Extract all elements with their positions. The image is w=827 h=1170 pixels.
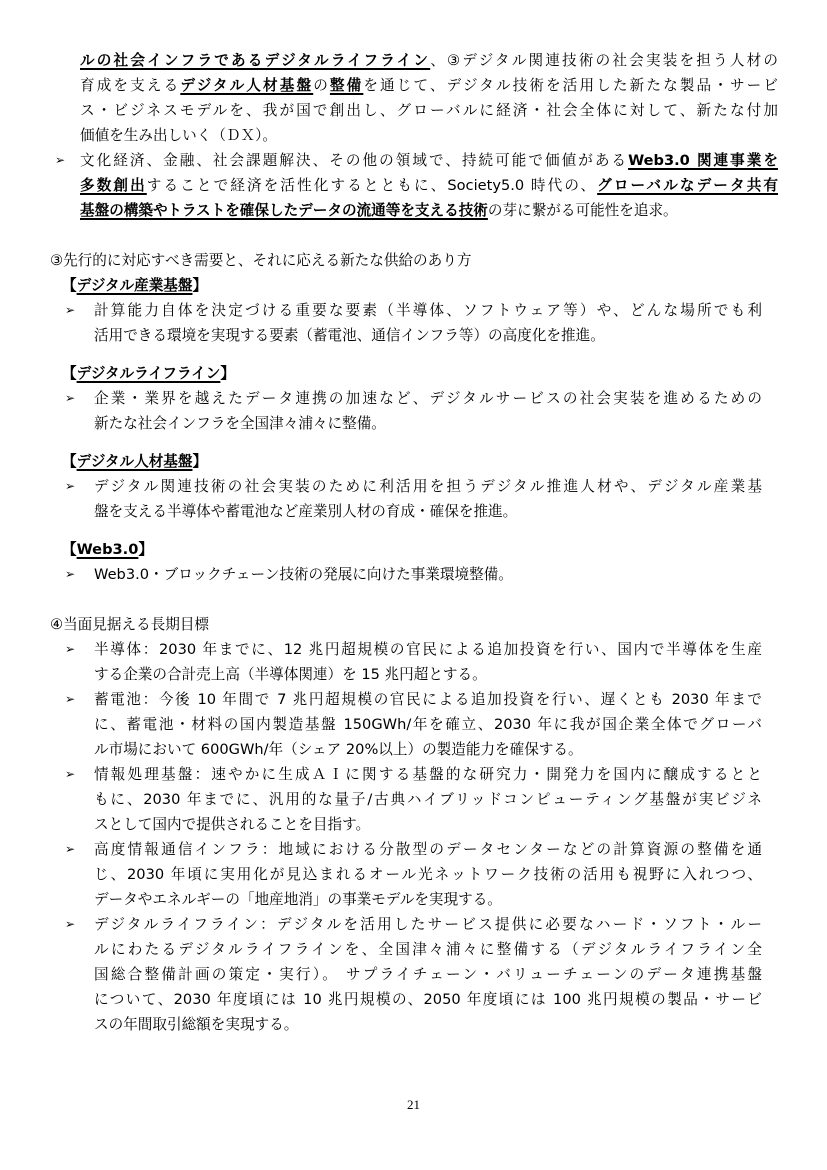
text-line bbox=[94, 1012, 762, 1037]
text-line bbox=[94, 937, 762, 962]
text-line bbox=[94, 712, 762, 737]
intro-bullet-list bbox=[0, 148, 827, 223]
text-line bbox=[94, 474, 762, 499]
section-3-group bbox=[0, 273, 827, 348]
text-line bbox=[94, 662, 762, 687]
text-segment: もに、2030 年までに、汎用的な量子/古典ハイブリッドコンピューティング基盤が実ビジネ bbox=[94, 791, 762, 808]
emphasized-text: 多数創出 bbox=[80, 177, 147, 194]
text-segment: する企業の合計売上高（半導体関連）を 15 兆円超とする。 bbox=[94, 666, 487, 683]
bullet-item bbox=[0, 837, 827, 912]
group-heading-label: デジタルライフライン bbox=[76, 365, 221, 382]
emphasized-text: デジタル人材基盤 bbox=[180, 77, 314, 94]
section-4-heading: ④当面見据える長期目標 bbox=[50, 616, 210, 633]
section-3-group bbox=[0, 537, 827, 587]
text-segment: に、蓄電池・材料の国内製造基盤 150GWh/年を確立、2030 年に我が国企業全体でグローバ bbox=[94, 716, 762, 733]
text-segment: Web3.0・ブロックチェーン技術の発展に向けた事業環境整備。 bbox=[94, 566, 513, 583]
text-line bbox=[94, 912, 762, 937]
bullet-arrow-icon: ➢ bbox=[65, 692, 76, 706]
text-line bbox=[94, 499, 762, 524]
text-segment: デジタルライフライン：デジタルを活用したサービス提供に必要なハード・ソフト・ルー bbox=[94, 916, 762, 933]
bullet-text bbox=[94, 637, 762, 687]
section-4-bullet-list bbox=[0, 637, 827, 1037]
text-line bbox=[80, 73, 778, 98]
text-line bbox=[94, 687, 762, 712]
bullet-arrow-icon: ➢ bbox=[65, 642, 76, 656]
text-segment: 活用できる環境を実現する要素（蓄電池、通信インフラ等）の高度化を推進。 bbox=[94, 327, 605, 344]
bullet-arrow-icon: ➢ bbox=[65, 479, 76, 493]
text-line bbox=[94, 787, 762, 812]
bullet-text bbox=[94, 474, 762, 524]
text-line bbox=[94, 737, 762, 762]
text-line bbox=[94, 386, 762, 411]
text-line bbox=[94, 887, 762, 912]
group-heading-label: デジタル産業基盤 bbox=[76, 277, 193, 294]
bullet-item bbox=[0, 386, 827, 436]
group-heading-label: Web3.0 bbox=[76, 541, 139, 558]
text-segment: 盤を支える半導体や蓄電池など産業別人材の育成・確保を推進。 bbox=[94, 503, 518, 520]
text-segment: 新たな社会インフラを全国津々浦々に整備。 bbox=[94, 415, 386, 432]
text-segment: スとして国内で提供されることを目指す。 bbox=[94, 816, 371, 833]
text-segment: 高度情報通信インフラ：地域における分散型のデータセンターなどの計算資源の整備を通 bbox=[94, 841, 762, 858]
bracket-open: 【 bbox=[62, 277, 77, 294]
bullet-arrow-icon: ➢ bbox=[65, 767, 76, 781]
emphasized-text: Web3.0 関連事業を bbox=[628, 152, 778, 169]
text-segment: することで経済を活性化するとともに、Society5.0 時代の、 bbox=[146, 177, 598, 194]
text-segment: 半導体：2030 年までに、12 兆円超規模の官民による追加投資を行い、国内で半導体を生産 bbox=[94, 641, 762, 658]
text-line bbox=[80, 123, 778, 148]
bullet-arrow-icon: ➢ bbox=[65, 917, 76, 931]
section-3-groups bbox=[0, 273, 827, 587]
text-line bbox=[94, 762, 762, 787]
text-line bbox=[94, 862, 762, 887]
bracket-open: 【 bbox=[62, 453, 77, 470]
bracket-open: 【 bbox=[62, 365, 77, 382]
group-heading bbox=[62, 449, 662, 474]
text-line bbox=[94, 987, 762, 1012]
group-heading bbox=[62, 537, 662, 562]
text-segment: スの年間取引総額を実現する。 bbox=[94, 1016, 299, 1033]
text-segment: ルにわたるデジタルライフラインを、全国津々浦々に整備する（デジタルライフライン全 bbox=[94, 941, 762, 958]
bullet-text bbox=[94, 687, 762, 762]
bullet-item bbox=[0, 148, 827, 223]
group-heading bbox=[62, 361, 662, 386]
bullet-text bbox=[80, 148, 778, 223]
bullet-arrow-icon: ➢ bbox=[65, 303, 76, 317]
text-segment: を通じて、デジタル技術を活用した新たな製品・サービ bbox=[363, 77, 778, 94]
bullet-text bbox=[94, 562, 762, 587]
bracket-close: 】 bbox=[192, 277, 208, 294]
text-line bbox=[80, 98, 778, 123]
text-segment: じ、2030 年頃に実用化が見込まれるオール光ネットワーク技術の活用も視野に入れつつ、 bbox=[94, 866, 762, 883]
bracket-close: 】 bbox=[192, 453, 208, 470]
text-line bbox=[80, 48, 778, 73]
bullet-text bbox=[94, 762, 762, 837]
text-segment: 国総合整備計画の策定・実行）。 サプライチェーン・バリューチェーンのデータ連携基盤 bbox=[94, 966, 762, 983]
text-segment: の芽に繋がる可能性を追求。 bbox=[487, 202, 678, 219]
emphasized-text: グローバルなデータ共有 bbox=[597, 177, 778, 194]
text-segment: について、2030 年度頃には 10 兆円規模の、2050 年度頃には 100 兆円規模の製品・サービ bbox=[94, 991, 762, 1008]
section-3-group bbox=[0, 361, 827, 436]
bracket-open: 【 bbox=[62, 541, 77, 558]
text-segment: 、③デジタル関連技術の社会実装を担う人材の bbox=[430, 52, 778, 69]
bullet-text bbox=[94, 837, 762, 912]
text-line bbox=[80, 148, 778, 173]
bullet-item bbox=[0, 474, 827, 524]
bullet-arrow-icon: ➢ bbox=[55, 153, 66, 167]
text-line bbox=[94, 298, 762, 323]
section-3-heading: ③先行的に対応すべき需要と、それに応える新たな供給のあり方 bbox=[50, 252, 472, 269]
section-3-group bbox=[0, 449, 827, 524]
text-segment: 情報処理基盤：速やかに生成ＡＩに関する基盤的な研究力・開発力を国内に醸成するとと bbox=[94, 766, 762, 783]
bullet-arrow-icon: ➢ bbox=[65, 391, 76, 405]
page-number: 21 bbox=[407, 1097, 420, 1112]
text-segment: デジタル関連技術の社会実装のために利活用を担うデジタル推進人材や、デジタル産業基 bbox=[94, 478, 762, 495]
emphasized-text: 基盤の構築やトラストを確保したデータの流通等を支える技術 bbox=[80, 202, 488, 219]
intro-paragraph bbox=[80, 48, 778, 148]
text-segment: ス・ビジネスモデルを、我が国で創出し、グローバルに経済・社会全体に対して、新たな付加 bbox=[80, 102, 778, 119]
text-segment: 計算能力自体を決定づける重要な要素（半導体、ソフトウェア等）や、どんな場所でも利 bbox=[94, 302, 762, 319]
text-segment: 育成を支える bbox=[80, 77, 181, 94]
text-segment: データやエネルギーの「地産地消」の事業モデルを実現する。 bbox=[94, 891, 502, 908]
bullet-item bbox=[0, 637, 827, 687]
text-line bbox=[94, 837, 762, 862]
text-segment: 文化経済、金融、社会課題解決、その他の領域で、持続可能で価値がある bbox=[80, 152, 629, 169]
group-heading bbox=[62, 273, 662, 298]
text-line bbox=[94, 411, 762, 436]
text-line bbox=[80, 198, 778, 223]
bullet-item bbox=[0, 298, 827, 348]
bullet-item bbox=[0, 762, 827, 837]
bullet-text bbox=[94, 912, 762, 1037]
bracket-close: 】 bbox=[138, 541, 153, 558]
text-line bbox=[94, 637, 762, 662]
bullet-item bbox=[0, 687, 827, 762]
text-line bbox=[94, 812, 762, 837]
text-segment: 価値を生み出しいく（ＤＸ）。 bbox=[80, 127, 278, 144]
bracket-close: 】 bbox=[220, 365, 235, 382]
emphasized-text: 整備 bbox=[329, 77, 364, 94]
bullet-text bbox=[94, 298, 762, 348]
text-line bbox=[94, 323, 762, 348]
emphasized-text: ルの社会インフラであるデジタルライフライン bbox=[80, 52, 431, 69]
text-segment: 企業・業界を越えたデータ連携の加速など、デジタルサービスの社会実装を進めるための bbox=[94, 390, 762, 407]
text-line bbox=[94, 562, 762, 587]
bullet-arrow-icon: ➢ bbox=[65, 567, 76, 581]
bullet-text bbox=[94, 386, 762, 436]
bullet-item bbox=[0, 562, 827, 587]
bullet-item bbox=[0, 912, 827, 1037]
text-segment: ル市場において 600GWh/年（シェア 20%以上）の製造能力を確保する。 bbox=[94, 741, 583, 758]
group-heading-label: デジタル人材基盤 bbox=[76, 453, 193, 470]
text-segment: の bbox=[313, 77, 330, 94]
text-line bbox=[94, 962, 762, 987]
text-line bbox=[80, 173, 778, 198]
text-segment: 蓄電池：今後 10 年間で 7 兆円超規模の官民による追加投資を行い、遅くとも 2030 年まで bbox=[94, 691, 762, 708]
bullet-arrow-icon: ➢ bbox=[65, 842, 76, 856]
